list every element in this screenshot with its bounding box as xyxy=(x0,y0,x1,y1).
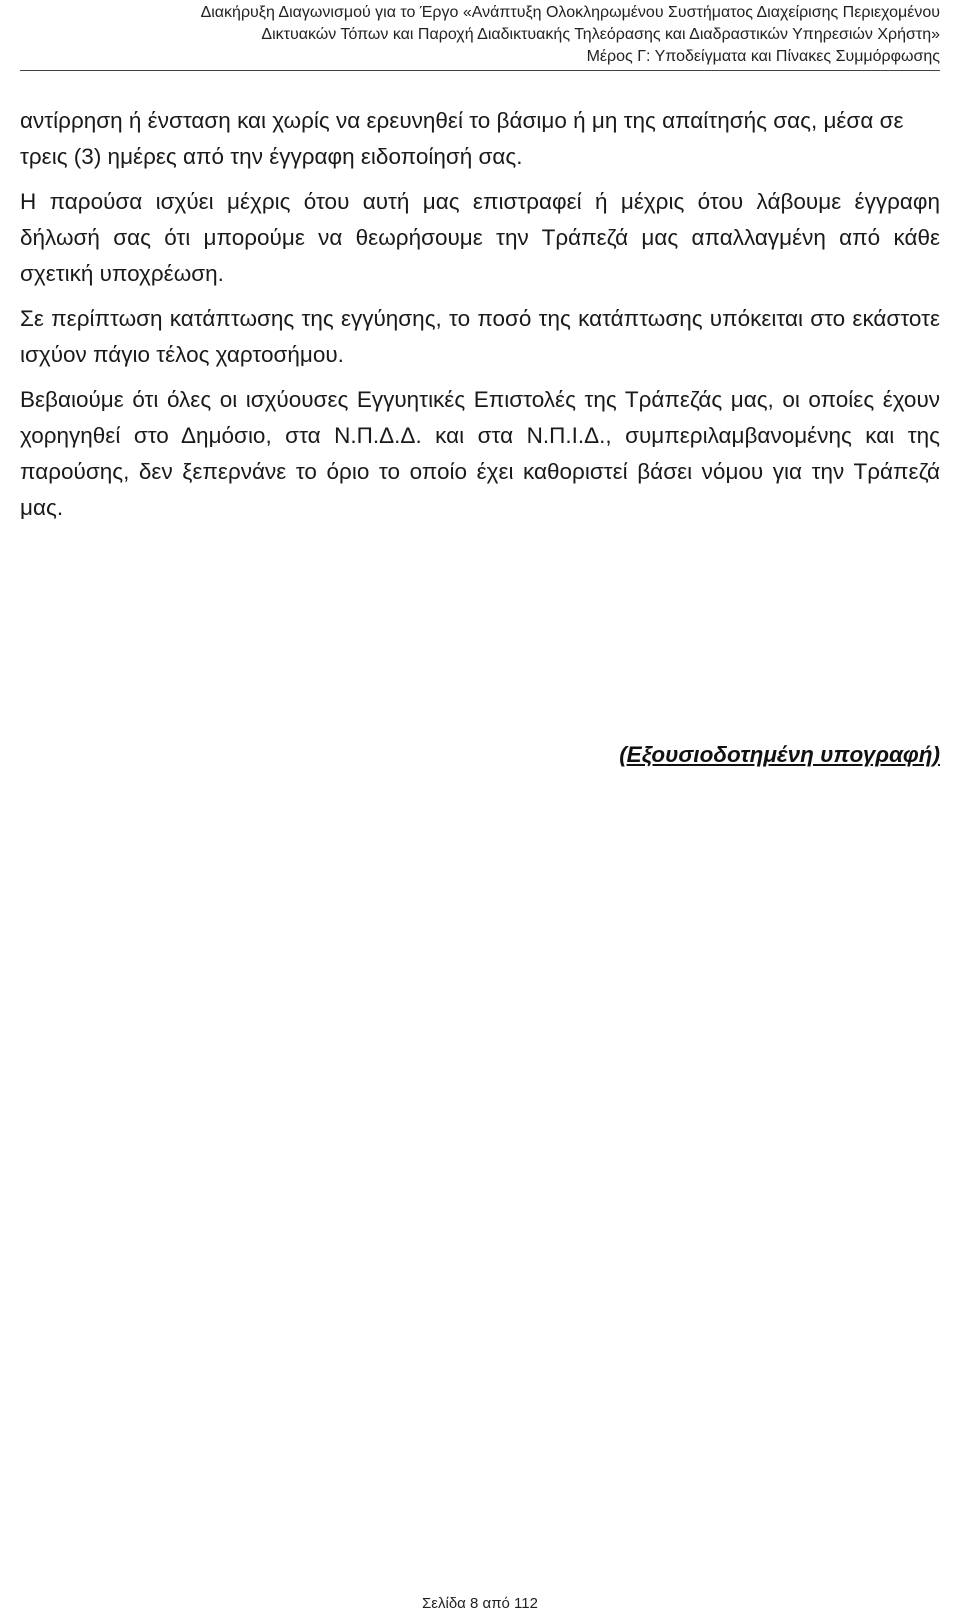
header-section-title: Μέρος Γ: Υποδείγματα και Πίνακες Συμμόρφωσης xyxy=(586,48,940,65)
document-body xyxy=(20,103,940,535)
header-divider xyxy=(20,70,940,71)
paragraph-forfeiture: Σε περίπτωση κατάπτωσης της εγγύησης, το ποσό της κατάπτωσης υπόκειται στο εκάστοτε ισχύον πάγιο τέλος χαρτοσήμου. xyxy=(20,306,940,367)
header-title-line-1: Διακήρυξη Διαγωνισμού για το Έργο «Ανάπτυξη Ολοκληρωμένου Συστήματος Διαχείρισης Περιεχομένου xyxy=(200,4,940,21)
paragraph-certification: Βεβαιούμε ότι όλες οι ισχύουσες Εγγυητικές Επιστολές της Τράπεζάς μας, οι οποίες έχουν χορηγηθεί στο Δημόσιο, στα Ν.Π.Δ.Δ. και στα Ν.Π.Ι.Δ., συμπεριλαμβανομένης και της παρούσης, δεν ξεπερνάνε το όριο το οποίο έχει καθοριστεί βάσει νόμου για την Τράπεζά μας. xyxy=(20,387,940,520)
page-header xyxy=(20,2,940,68)
authorized-signature-label: (Εξουσιοδοτημένη υπογραφή) xyxy=(619,742,940,767)
page-number: Σελίδα 8 από 112 xyxy=(422,1595,538,1612)
paragraph-validity: Η παρούσα ισχύει μέχρις ότου αυτή μας επιστραφεί ή μέχρις ότου λάβουμε έγγραφη δήλωσή σας ότι μπορούμε να θεωρήσουμε την Τράπεζά μας απαλλαγμένη από κάθε σχετική υποχρέωση. xyxy=(20,189,940,286)
header-title-line-2: Δικτυακών Τόπων και Παροχή Διαδικτυακής Τηλεόρασης και Διαδραστικών Υπηρεσιών Χρήστη» xyxy=(261,26,940,43)
paragraph-objection: αντίρρηση ή ένσταση και χωρίς να ερευνηθεί το βάσιμο ή μη της απαίτησής σας, μέσα σε τρεις (3) ημέρες από την έγγραφη ειδοποίησή σας. xyxy=(20,108,904,169)
